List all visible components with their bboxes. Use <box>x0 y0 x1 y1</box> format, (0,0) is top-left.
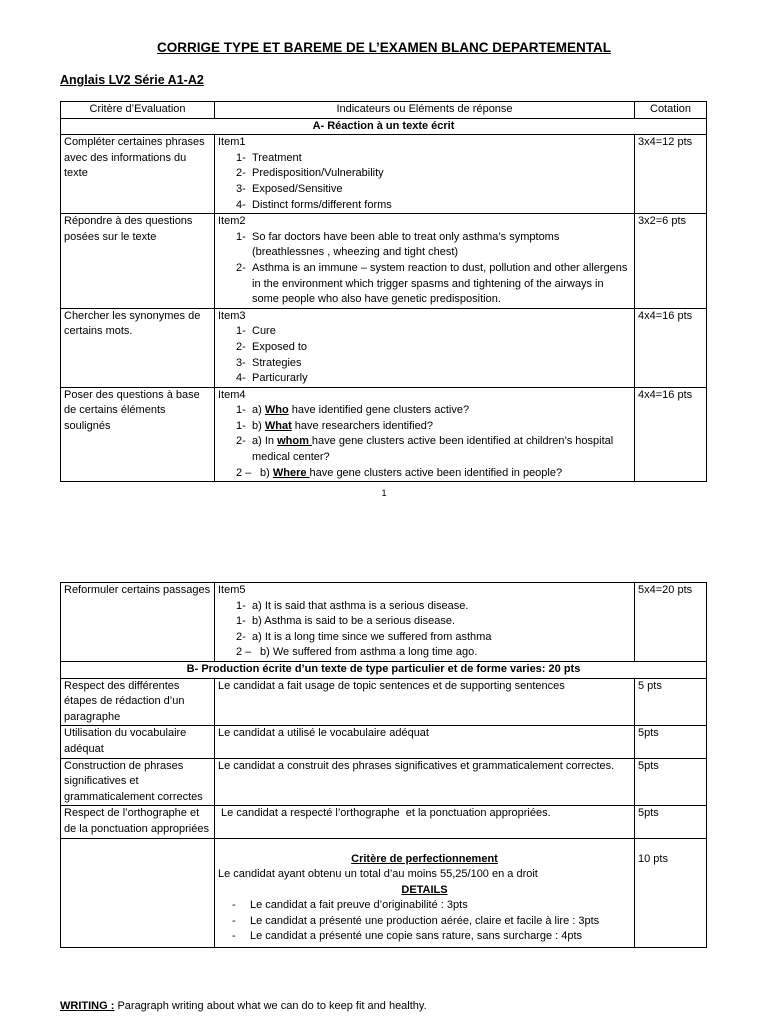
section-a-title: A- Réaction à un texte écrit <box>61 118 707 135</box>
score-cell: 4x4=16 pts <box>635 308 707 387</box>
writing-instruction <box>60 999 427 1015</box>
answer-cell <box>215 583 635 662</box>
list-item: 2- a) It is a long time since we suffered from asthma <box>236 630 492 643</box>
underlined-word: Where <box>272 466 310 479</box>
list-item: 1- b) Asthma is said to be a serious disease. <box>236 615 455 628</box>
list-item: 2- Exposed to <box>236 340 308 353</box>
criterion-cell: Construction de phrases significatives et grammaticalement correctes <box>61 758 215 806</box>
answer-cell <box>215 214 635 309</box>
answer-cell: Le candidat a fait usage de topic sentences et de supporting sentences <box>215 678 635 726</box>
list-item: 4- Particurarly <box>236 372 308 385</box>
criterion-cell: Utilisation du vocabulaire adéquat <box>61 726 215 758</box>
table-row <box>61 838 707 947</box>
grading-table-part2 <box>60 582 707 948</box>
criterion-cell: Répondre à des questions posées sur le texte <box>61 214 215 309</box>
answer-cell <box>215 387 635 482</box>
details-heading: DETAILS <box>401 883 448 896</box>
answer-cell <box>215 838 635 947</box>
writing-label: WRITING : <box>60 1000 115 1012</box>
list-item: 1- Cure <box>236 325 276 338</box>
score-cell: 3x2=6 pts <box>635 214 707 309</box>
header-indicators: Indicateurs ou Eléments de réponse <box>215 102 635 119</box>
score-cell: 5 pts <box>635 678 707 726</box>
criterion-cell-empty <box>61 838 215 947</box>
underlined-word: whom <box>277 435 312 448</box>
score-cell: 5pts <box>635 726 707 758</box>
criterion-cell: Respect de l’orthographe et de la ponctuation appropriées <box>61 806 215 838</box>
criterion-cell: Reformuler certains passages <box>61 583 215 662</box>
list-item: - Le candidat a fait preuve d’originabilité : 3pts <box>232 899 468 912</box>
list-item: 1- a) It is said that asthma is a serious disease. <box>236 599 469 612</box>
table-header-row <box>61 102 707 119</box>
table-row <box>61 583 707 662</box>
list-item: 3- Strategies <box>236 356 302 369</box>
table-row <box>61 726 707 758</box>
writing-text: Paragraph writing about what we can do to keep fit and healthy. <box>114 1000 427 1012</box>
table-row <box>61 135 707 214</box>
answer-cell: Le candidat a respecté l’orthographe et la ponctuation appropriées. <box>215 806 635 838</box>
criterion-cell: Chercher les synonymes de certains mots. <box>61 308 215 387</box>
answer-cell: Le candidat a construit des phrases significatives et grammaticalement correctes. <box>215 758 635 806</box>
score-cell: 10 pts <box>635 838 707 947</box>
underlined-word: Who <box>264 404 289 417</box>
section-b-title: B- Production écrite d’un texte de type particulier et de forme varies: 20 pts <box>61 661 707 678</box>
document-subtitle: Anglais LV2 Série A1-A2 <box>60 73 204 87</box>
answer-cell <box>215 135 635 214</box>
perf-line: Le candidat ayant obtenu un total d’au moins 55,25/100 en a droit <box>218 868 538 881</box>
score-cell: 3x4=12 pts <box>635 135 707 214</box>
item-label: Item1 <box>218 136 246 149</box>
list-item: 2 – b) Where have gene clusters active been identified in people? <box>236 466 563 479</box>
list-item: 2 – b) We suffered from asthma a long time ago. <box>236 646 478 659</box>
list-item: 1- Treatment <box>236 151 302 164</box>
perf-heading: Critère de perfectionnement <box>351 852 498 865</box>
list-item: 4- Distinct forms/different forms <box>236 198 392 211</box>
section-b-row <box>61 661 707 678</box>
list-item: - Le candidat a présenté une copie sans rature, sans surcharge : 4pts <box>232 930 583 943</box>
header-score: Cotation <box>635 102 707 119</box>
score-cell: 4x4=16 pts <box>635 387 707 482</box>
criterion-cell: Respect des différentes étapes de rédaction d’un paragraphe <box>61 678 215 726</box>
table-row <box>61 678 707 726</box>
header-criterion: Critère d’Evaluation <box>61 102 215 119</box>
item-label: Item3 <box>218 309 246 322</box>
list-item: - Le candidat a présenté une production aérée, claire et facile à lire : 3pts <box>232 914 600 927</box>
document-title: CORRIGE TYPE ET BAREME DE L’EXAMEN BLANC DEPARTEMENTAL <box>156 40 612 55</box>
page-number: 1 <box>381 488 387 498</box>
criterion-cell: Poser des questions à base de certains éléments soulignés <box>61 387 215 482</box>
underlined-word: What <box>264 419 292 432</box>
score-cell: 5pts <box>635 758 707 806</box>
list-item: 1- b) What have researchers identified? <box>236 419 433 432</box>
list-item: 1- So far doctors have been able to treat only asthma’s symptoms (breathlessnes , wheezing and tight chest) <box>236 230 560 259</box>
table-row <box>61 308 707 387</box>
list-item: 2- a) In whom have gene clusters active been identified at children’s hospital medical center? <box>236 435 614 464</box>
item-label: Item5 <box>218 584 246 596</box>
list-item: 2- Predisposition/Vulnerability <box>236 167 384 180</box>
section-a-row <box>61 118 707 135</box>
table-row <box>61 214 707 309</box>
list-item: 1- a) Who have identified gene clusters active? <box>236 404 470 417</box>
table-row <box>61 758 707 806</box>
answer-cell: Le candidat a utilisé le vocabulaire adéquat <box>215 726 635 758</box>
table-row <box>61 806 707 838</box>
item-label: Item2 <box>218 215 246 228</box>
score-cell: 5pts <box>635 806 707 838</box>
answer-cell <box>215 308 635 387</box>
item-label: Item4 <box>218 388 246 401</box>
score-cell: 5x4=20 pts <box>635 583 707 662</box>
list-item: 3- Exposed/Sensitive <box>236 182 343 195</box>
criterion-cell: Compléter certaines phrases avec des informations du texte <box>61 135 215 214</box>
grading-table-part1 <box>60 101 707 482</box>
table-row <box>61 387 707 482</box>
list-item: 2- Asthma is an immune – system reaction to dust, pollution and other allergens in the environment which trigger spasms and tightening of the airways in some people who also have genetic predisposition. <box>236 261 628 306</box>
